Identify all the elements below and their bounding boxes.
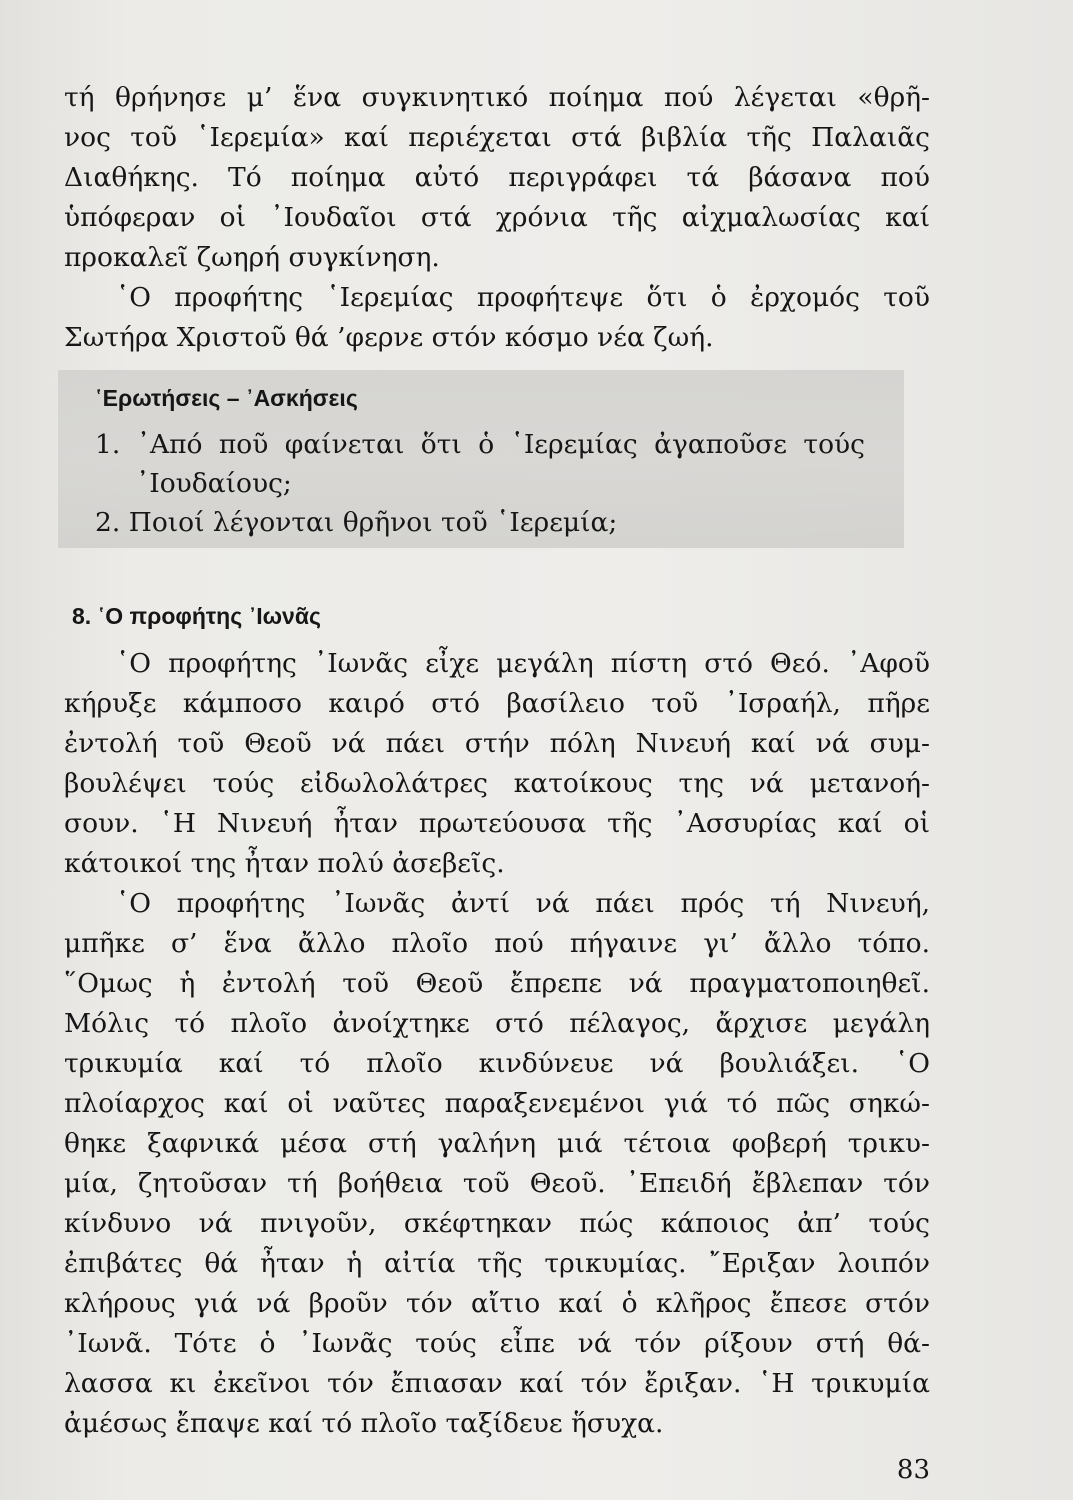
paragraph-3-line: κήρυξε κάμποσο καιρό στό βασίλειο τοῦ ᾿Ισραήλ, πῆρε [64,688,930,719]
paragraph-2-line: Σωτήρα Χριστοῦ θά ’φερνε στόν κόσμο νέα ζωή. [64,322,714,353]
questions-heading: ῾Ερωτήσεις – ᾿Ασκήσεις [95,385,358,411]
paragraph-4-line: ᾿Ιωνᾶ. Τότε ὁ ᾿Ιωνᾶς τούς εἶπε νά τόν ρίξουν στή θά- [64,1328,930,1359]
paragraph-3-line: ἐντολή τοῦ Θεοῦ νά πάει στήν πόλη Νινευή καί νά συμ- [64,728,930,759]
question-item: 2. Ποιοί λέγονται θρῆνοι τοῦ ῾Ιερεμία; [95,507,618,538]
paragraph-4-line: ἐπιβάτες θά ἦταν ἡ αἰτία τῆς τρικυμίας. ῎Εριξαν λοιπόν [64,1248,930,1279]
paragraph-1-line: νος τοῦ ῾Ιερεμία» καί περιέχεται στά βιβλία τῆς Παλαιᾶς [64,122,930,153]
paragraph-4-line: κλήρους γιά νά βροῦν τόν αἴτιο καί ὁ κλῆρος ἔπεσε στόν [64,1288,930,1319]
paragraph-4-line: λασσα κι ἐκεῖνοι τόν ἔπιασαν καί τόν ἔριξαν. ῾Η τρικυμία [64,1368,930,1399]
question-item: 1. ᾿Από ποῦ φαίνεται ὅτι ὁ ῾Ιερεμίας ἀγαποῦσε τούς [95,429,865,460]
paragraph-1-line: προκαλεῖ ζωηρή συγκίνηση. [64,242,440,273]
paragraph-4-line: θηκε ξαφνικά μέσα στή γαλήνη μιά τέτοια φοβερή τρικυ- [64,1128,930,1159]
paragraph-3-line: κάτοικοί της ἦταν πολύ ἀσεβεῖς. [64,848,505,879]
paragraph-3-line: ῾Ο προφήτης ᾿Ιωνᾶς εἶχε μεγάλη πίστη στό Θεό. ᾿Αφοῦ [116,648,930,679]
paragraph-1-line: ὑπόφεραν οἱ ᾿Ιουδαῖοι στά χρόνια τῆς αἰχμαλωσίας καί [64,202,930,233]
page-number: 83 [896,1455,930,1485]
section-heading: 8. ῾Ο προφήτης ᾿Ιωνᾶς [72,603,321,629]
paragraph-4-line: ῞Ομως ἡ ἐντολή τοῦ Θεοῦ ἔπρεπε νά πραγματοποιηθεῖ. [64,968,930,999]
paragraph-4-line: μπῆκε σ’ ἕνα ἄλλο πλοῖο πού πήγαινε γι’ ἄλλο τόπο. [64,928,930,959]
paragraph-3-line: σουν. ῾Η Νινευή ἦταν πρωτεύουσα τῆς ᾿Ασσυρίας καί οἱ [64,808,930,839]
paragraph-4-line: κίνδυνο νά πνιγοῦν, σκέφτηκαν πώς κάποιος ἀπ’ τούς [64,1208,930,1239]
paragraph-4-line: ἀμέσως ἔπαψε καί τό πλοῖο ταξίδευε ἥσυχα. [64,1408,664,1439]
paragraph-4-line: τρικυμία καί τό πλοῖο κινδύνευε νά βουλιάξει. ῾Ο [64,1048,930,1079]
paragraph-4-line: πλοίαρχος καί οἱ ναῦτες παραξενεμένοι γιά τό πῶς σηκώ- [64,1088,930,1119]
question-item-continuation: ᾿Ιουδαίους; [136,468,292,499]
paragraph-3-line: βουλέψει τούς εἰδωλολάτρες κατοίκους της νά μετανοή- [64,768,930,799]
paragraph-1-line: Διαθήκης. Τό ποίημα αὐτό περιγράφει τά βάσανα πού [64,162,930,193]
paragraph-4-line: μία, ζητοῦσαν τή βοήθεια τοῦ Θεοῦ. ᾿Επειδή ἔβλεπαν τόν [64,1168,930,1199]
paragraph-4-line: ῾Ο προφήτης ᾿Ιωνᾶς ἀντί νά πάει πρός τή Νινευή, [116,888,930,919]
paragraph-1-line: τή θρήνησε μ’ ἕνα συγκινητικό ποίημα πού λέγεται «θρῆ- [64,82,930,113]
paragraph-4-line: Μόλις τό πλοῖο ἀνοίχτηκε στό πέλαγος, ἄρχισε μεγάλη [64,1008,930,1039]
paragraph-2-line: ῾Ο προφήτης ῾Ιερεμίας προφήτεψε ὅτι ὁ ἐρχομός τοῦ [116,282,930,313]
